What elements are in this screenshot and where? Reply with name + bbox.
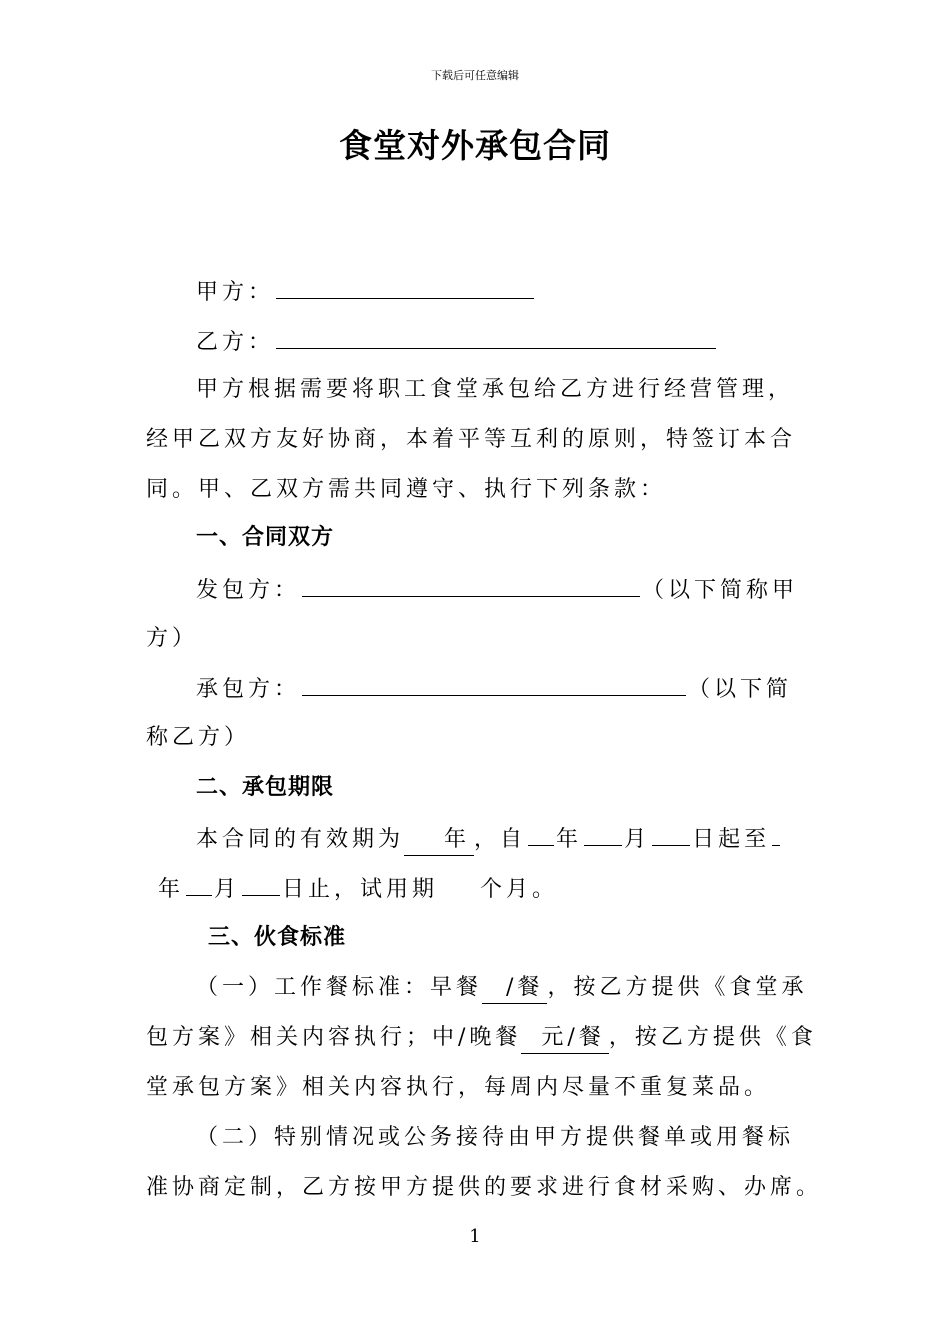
start-month-unit: 月 [624,827,651,852]
start-year-unit: 年 [556,827,583,852]
meal-std-line-1 [196,973,807,1004]
party-a-blank[interactable] [276,276,534,299]
lunch-plan-text: ，按乙方提供《食 [608,1025,817,1050]
lunch-price-unit: 元/餐 [541,1025,605,1050]
term-text: 本合同的有效期为 [196,827,405,852]
special-meal-line-1: （二）特别情况或公务接待由甲方提供餐单或用餐标 [196,1125,795,1150]
party-b-blank[interactable] [276,326,716,349]
party-a-line [196,276,536,308]
contractor-suffix: （以下简称甲 [642,578,799,603]
start-year-blank[interactable] [528,823,554,846]
breakfast-plan-text: ，按乙方提供《食堂承 [547,975,808,1000]
breakfast-price-field[interactable] [482,973,547,1004]
intro-line-3: 同。甲、乙双方需共同遵守、执行下列条款： [146,477,667,502]
meal-std-line-2 [146,1023,817,1054]
breakfast-price-unit: /餐 [506,975,544,1000]
trial-text: 日止，试用期 [282,877,439,902]
contractee-label: 承包方： [196,677,301,702]
start-day-blank[interactable] [652,823,690,846]
lunch-dinner-text: 包方案》相关内容执行；中/晚餐 [146,1025,522,1050]
section3-heading: 三、伙食标准 [208,925,347,950]
page-number: 1 [469,1226,481,1247]
end-day-blank[interactable] [242,873,280,896]
party-b-label: 乙方： [196,330,275,355]
party-a-label: 甲方： [196,280,275,305]
contractee-suffix: （以下简 [688,677,793,702]
term-from-text: ，自 [474,827,527,852]
start-day-unit: 日起至 [692,827,771,852]
term-years-field[interactable] [404,825,474,856]
intro-line-1: 甲方根据需要将职工食堂承包给乙方进行经营管理， [196,377,795,402]
contractor-blank[interactable] [302,574,640,597]
end-year-unit: 年 [158,877,185,902]
contractor-suffix-2: 方） [146,626,199,651]
party-b-line [196,326,718,358]
contractor-label: 发包方： [196,578,301,603]
contractee-line [196,673,792,705]
header-note: 下载后可任意编辑 [431,69,519,82]
meal-std-line-3: 堂承包方案》相关内容执行，每周内尽量不重复菜品。 [146,1075,771,1100]
term-years-unit: 年 [444,827,471,852]
contractor-line [196,574,798,606]
special-meal-line-2: 准协商定制，乙方按甲方提供的要求进行食材采购、办席。 [146,1175,823,1200]
end-year-blank[interactable] [772,823,780,846]
breakfast-text: （一）工作餐标准：早餐 [196,975,483,1000]
term-line-2 [158,873,558,905]
start-month-blank[interactable] [584,823,622,846]
section1-heading: 一、合同双方 [196,525,335,550]
end-month-unit: 月 [214,877,241,902]
intro-line-2: 经甲乙双方友好协商，本着平等互利的原则，特签订本合 [146,427,797,452]
contractee-blank[interactable] [302,673,686,696]
lunch-price-field[interactable] [521,1023,608,1054]
trial-months-unit: 个月。 [480,877,559,902]
term-line-1 [196,823,782,856]
document-title: 食堂对外承包合同 [339,126,611,165]
section2-heading: 二、承包期限 [196,775,335,800]
contractee-suffix-2: 称乙方） [146,725,251,750]
end-month-blank[interactable] [186,873,212,896]
